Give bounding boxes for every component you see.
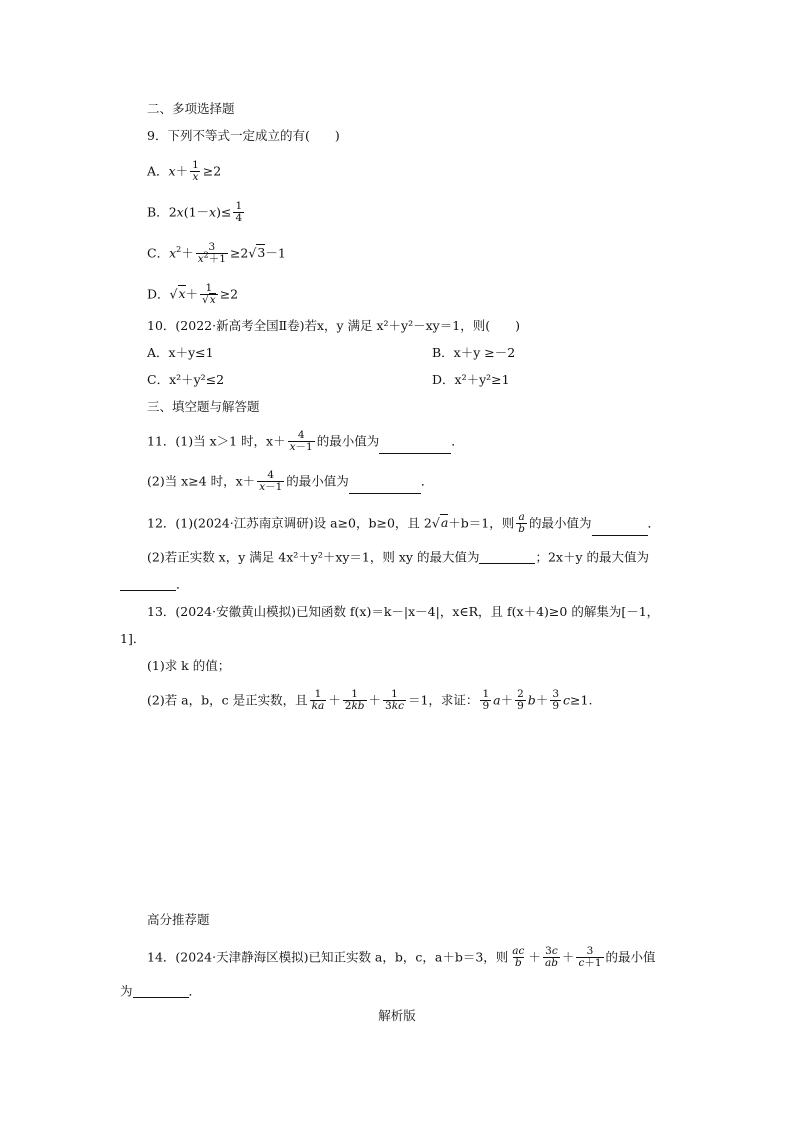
answer-blank <box>592 523 648 536</box>
q10-option-b: B．x＋y ≥－2 <box>432 345 516 360</box>
answer-blank <box>349 481 421 494</box>
answer-blank <box>120 578 176 591</box>
question-10-stem: 10．(2022·新高考全国Ⅱ卷)若x，y 满足 x²＋y²－xy＝1，则( ) <box>147 318 520 333</box>
question-9-stem: 9．下列不等式一定成立的有( ) <box>147 128 340 143</box>
question-14-line2: 为 ． <box>120 983 202 999</box>
q12-part1: 12．(1)(2024·江苏南京调研)设 a≥0，b≥0，且 2√a＋b＝1，则 $\frac{a}{b}$ 的最小值为 ． <box>147 511 661 536</box>
q9-option-b: B．2x(1－x)≤ $\frac{1}{4}$ <box>147 200 243 225</box>
q9-option-a: A．x＋ $\frac{1}{x}$ ≥2 <box>147 159 222 184</box>
q9-option-c: C．$x^2+$ $\frac{3}{x^2+1}$ ≥2√3－1 <box>147 241 286 266</box>
answer-blank <box>133 985 189 998</box>
q10-option-c: C．x²＋y²≤2 <box>147 372 225 387</box>
q10-option-d: D．x²＋y²≥1 <box>432 372 510 387</box>
q10-option-a: A．x＋y≤1 <box>147 345 214 360</box>
answer-blank <box>379 441 451 454</box>
answer-blank <box>479 551 535 564</box>
section-heading-extra: 高分推荐题 <box>147 912 210 927</box>
q13-part2: (2)若 a，b，c 是正实数，且 $\frac{1}{ka}$ ＋ $\frac{1}{2kb}$ ＋ $\frac{1}{3kc}$ ＝1，求证： $\frac{1}{9}$ a＋ $\frac{2}{9}$ b＋ $\frac{3}{9}$ c≥1. <box>147 688 593 713</box>
section-heading-fill-in: 三、填空题与解答题 <box>147 399 260 414</box>
question-13-line1: 13．(2024·安徽黄山模拟)已知函数 f(x)＝k－|x－4|，x∈R，且 f(x＋4)≥0 的解集为[－1， <box>147 604 660 619</box>
q9-option-d: D．√x＋ $\frac{1}{√x}$ ≥2 <box>147 282 239 307</box>
question-13-line2: 1]． <box>120 631 146 646</box>
footer-answer-version: 解析版 <box>378 1008 416 1023</box>
q12-part2-line1: (2)若正实数 x，y 满足 4x²＋y²＋xy＝1，则 xy 的最大值为 ；2x＋y 的最大值为 <box>147 549 649 565</box>
q11-part1: 11．(1)当 x＞1 时，x＋ $\frac{4}{x-1}$ 的最小值为 ． <box>147 429 464 454</box>
q13-part1: (1)求 k 的值； <box>147 658 231 673</box>
question-14-line1: 14．(2024·天津静海区模拟)已知正实数 a，b，c，a＋b＝3，则 $\frac{ac}{b}$ ＋ $\frac{3c}{ab}$ ＋ $\frac{3}{c+1}$ 的最小值 <box>147 945 656 970</box>
section-heading-multiple-choice: 二、多项选择题 <box>147 101 235 116</box>
q11-part2: (2)当 x≥4 时，x＋ $\frac{4}{x-1}$ 的最小值为 ． <box>147 469 434 494</box>
q12-part2-line2: ． <box>120 578 189 591</box>
